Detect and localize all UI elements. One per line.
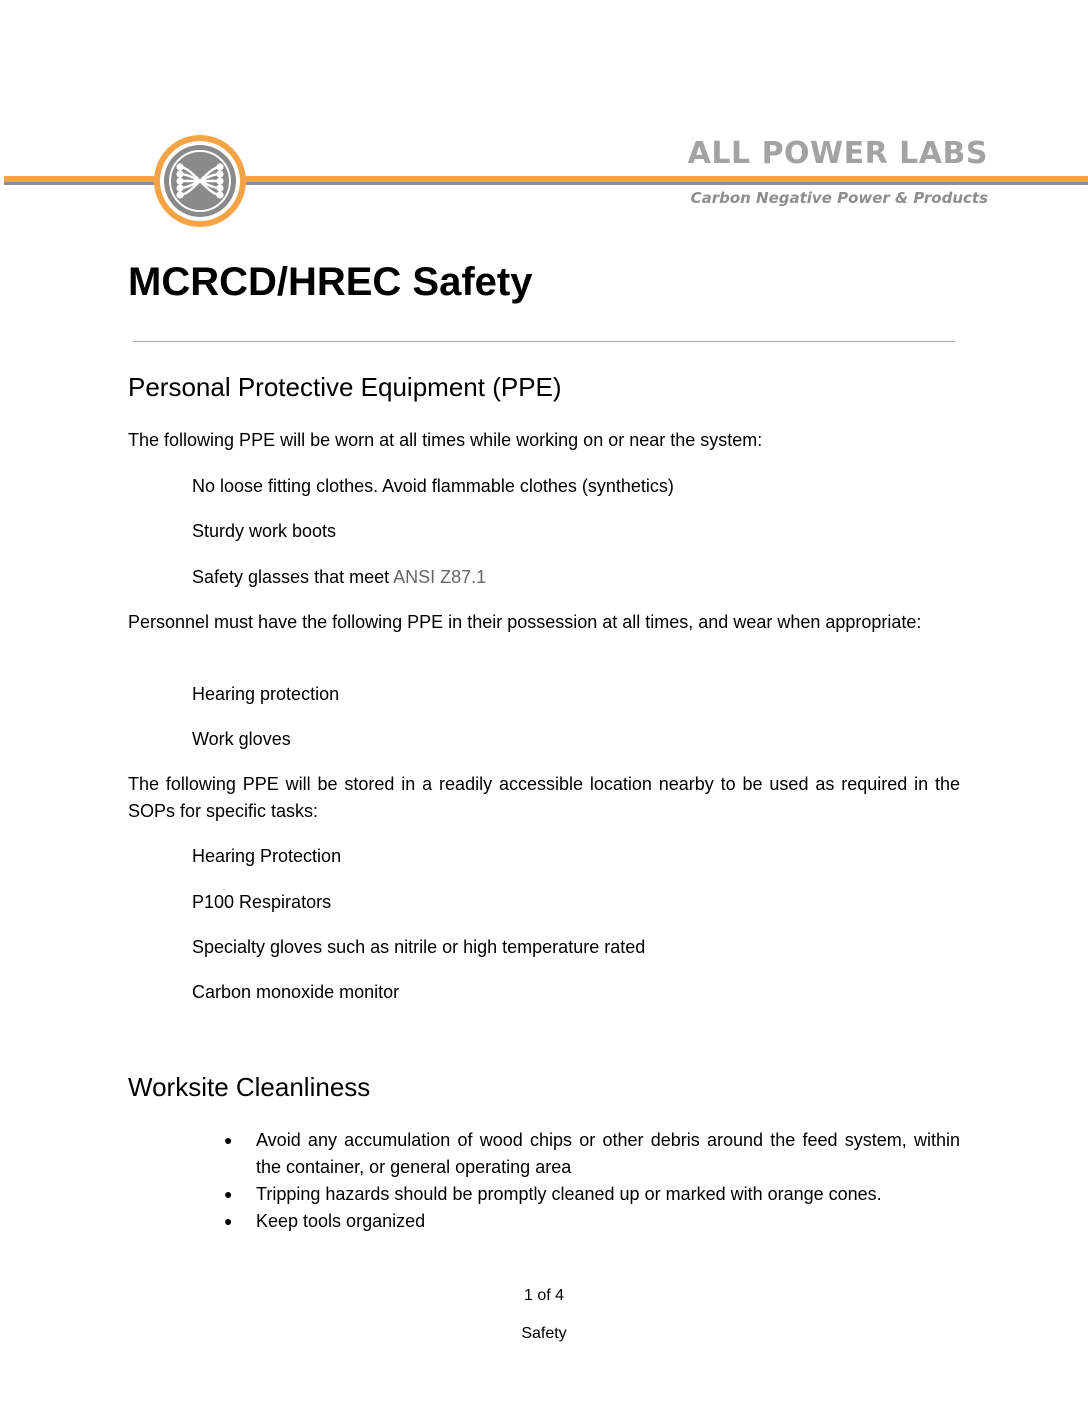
cleanliness-heading: Worksite Cleanliness [128,1072,371,1102]
ppe-intro-possession: Personnel must have the following PPE in their possession at all times, and wear when appropriate: [128,612,922,632]
page-number: 1 of 4 [523,1287,565,1304]
all-power-labs-logo-icon [152,133,248,229]
cleanliness-list [220,1127,960,1235]
brand-name: ALL POWER LABS [687,136,988,171]
possession-item-gloves: Work gloves [192,729,291,749]
stored-item-respirators: P100 Respirators [192,892,332,912]
stored-item-hearing: Hearing Protection [192,846,342,866]
worn-item-boots: Sturdy work boots [192,521,337,541]
title-divider [133,341,955,342]
bullet-dot-icon: ● [224,1213,233,1229]
list-item [220,1181,960,1208]
bullet-dot-icon: ● [224,1132,233,1148]
worn-item-glasses [192,564,486,591]
list-item [220,1127,960,1181]
possession-item-hearing: Hearing protection [192,684,340,704]
stored-item-gloves: Specialty gloves such as nitrile or high temperature rated [192,937,646,957]
stored-item-co-monitor: Carbon monoxide monitor [192,982,400,1002]
page-title: MCRCD/HREC Safety [128,260,533,304]
list-item-text: Tripping hazards should be promptly cleaned up or marked with orange cones. [256,1184,882,1204]
bullet-dot-icon: ● [224,1186,233,1202]
worn-item-clothes: No loose fitting clothes. Avoid flammable clothes (synthetics) [192,476,674,496]
list-item-text: Keep tools organized [256,1211,426,1231]
list-item [220,1208,960,1235]
glasses-prefix: Safety glasses that meet [192,567,394,587]
ppe-intro-worn: The following PPE will be worn at all times while working on or near the system: [128,430,763,450]
ppe-intro-stored: The following PPE will be stored in a readily accessible location nearby to be used as required in the SOPs for specific tasks: [128,774,960,821]
ppe-heading: Personal Protective Equipment (PPE) [128,372,562,402]
list-item-text: Avoid any accumulation of wood chips or other debris around the feed system, within the container, or general operating area [256,1130,960,1177]
footer-label: Safety [521,1325,567,1342]
brand-tagline: Carbon Negative Power & Products [690,189,988,207]
ansi-standard-link[interactable]: ANSI Z87.1 [393,567,487,587]
